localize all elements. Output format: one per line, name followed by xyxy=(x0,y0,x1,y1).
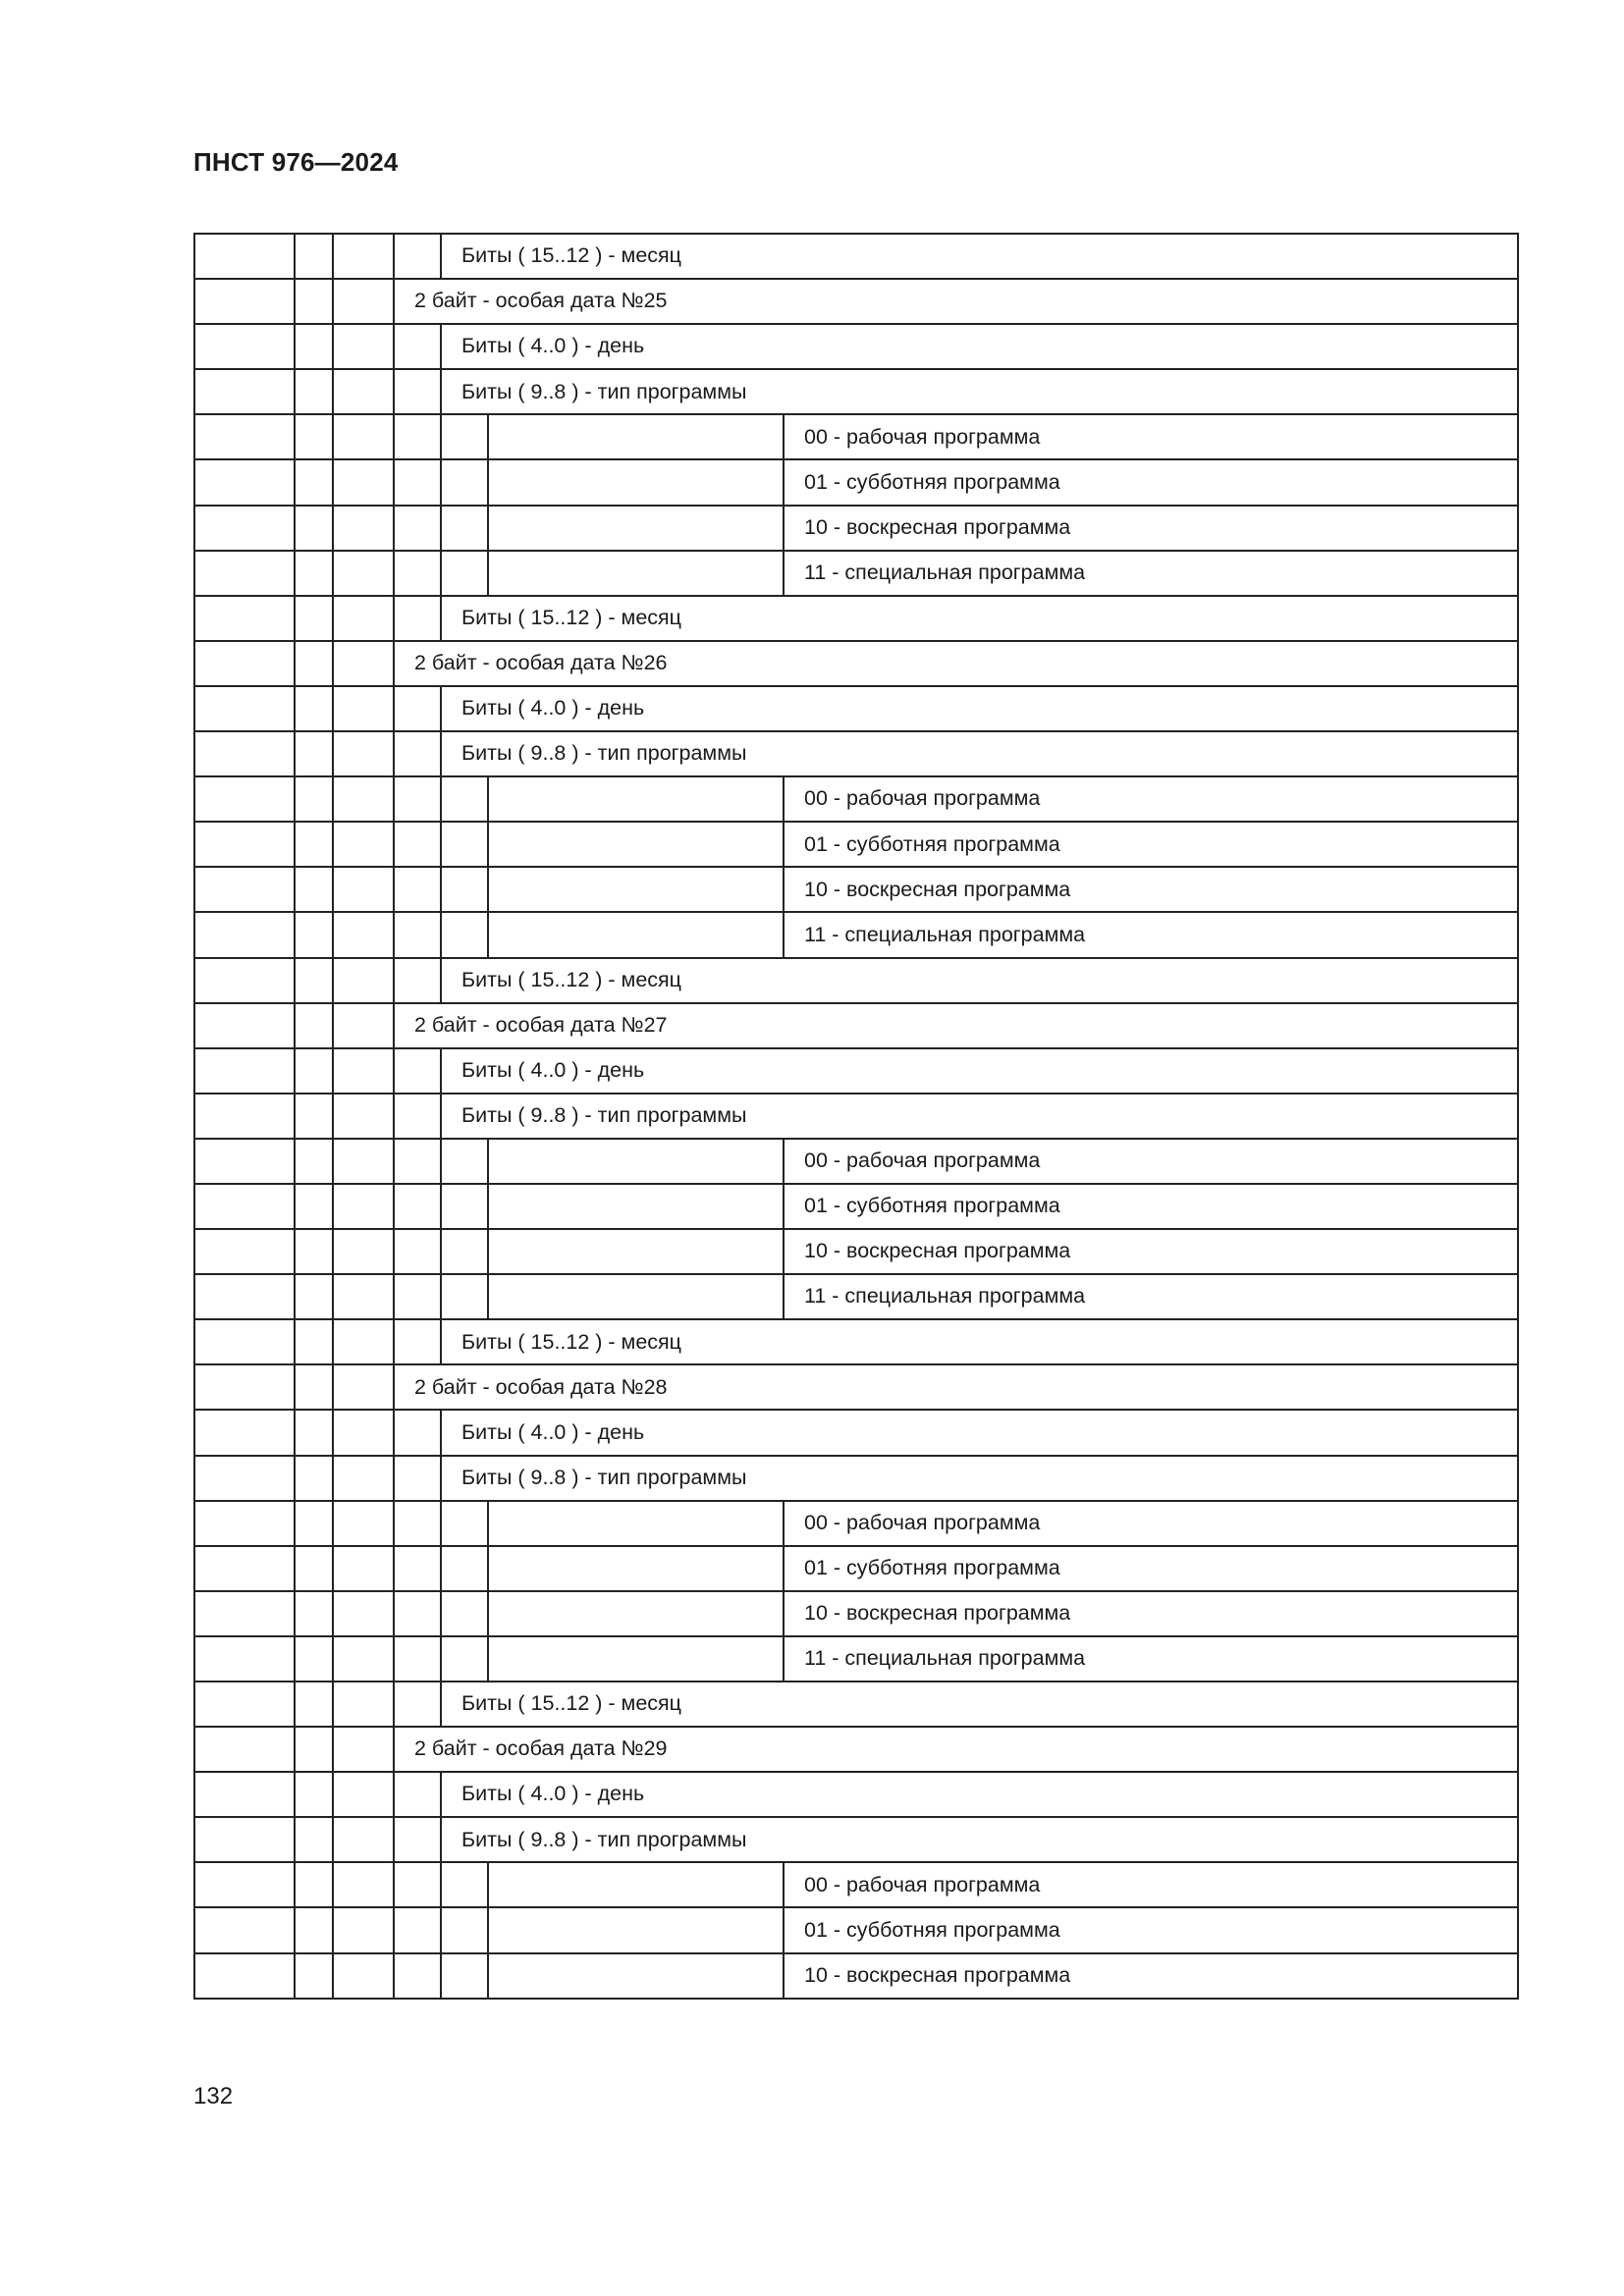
empty-cell xyxy=(488,1229,784,1274)
empty-cell xyxy=(295,1546,333,1591)
empty-cell xyxy=(333,912,394,957)
empty-cell xyxy=(333,1546,394,1591)
table-row xyxy=(194,1953,1518,1999)
byte-label-cell: 2 байт - особая дата №26 xyxy=(394,641,1518,686)
empty-cell xyxy=(394,1229,441,1274)
empty-cell xyxy=(333,1410,394,1455)
table-row xyxy=(194,551,1518,596)
empty-cell xyxy=(394,867,441,912)
empty-cell xyxy=(295,459,333,505)
empty-cell xyxy=(394,822,441,867)
empty-cell xyxy=(295,369,333,414)
empty-cell xyxy=(333,551,394,596)
empty-cell xyxy=(295,1772,333,1817)
empty-cell xyxy=(441,1636,488,1682)
table-row xyxy=(194,279,1518,324)
empty-cell xyxy=(194,1003,295,1048)
empty-cell xyxy=(333,731,394,776)
empty-cell xyxy=(295,867,333,912)
empty-cell xyxy=(441,551,488,596)
empty-cell xyxy=(333,1139,394,1184)
empty-cell xyxy=(295,1636,333,1682)
empty-cell xyxy=(194,551,295,596)
empty-cell xyxy=(295,1862,333,1907)
table-row xyxy=(194,414,1518,459)
table-row xyxy=(194,506,1518,551)
empty-cell xyxy=(394,1274,441,1319)
empty-cell xyxy=(194,867,295,912)
table-row xyxy=(194,958,1518,1003)
empty-cell xyxy=(333,1817,394,1862)
empty-cell xyxy=(441,912,488,957)
table-row xyxy=(194,1501,1518,1546)
empty-cell xyxy=(194,459,295,505)
table-row xyxy=(194,1636,1518,1682)
empty-cell xyxy=(488,1501,784,1546)
value-label-cell: 11 - специальная программа xyxy=(784,1274,1518,1319)
value-label-cell: 10 - воскресная программа xyxy=(784,506,1518,551)
empty-cell xyxy=(333,1907,394,1952)
empty-cell xyxy=(194,279,295,324)
empty-cell xyxy=(333,459,394,505)
empty-cell xyxy=(194,958,295,1003)
empty-cell xyxy=(394,1184,441,1229)
bits-label-cell: Биты ( 4..0 ) - день xyxy=(441,1772,1518,1817)
empty-cell xyxy=(333,1862,394,1907)
empty-cell xyxy=(295,1456,333,1501)
empty-cell xyxy=(194,641,295,686)
empty-cell xyxy=(394,1636,441,1682)
bits-label-cell: Биты ( 4..0 ) - день xyxy=(441,1048,1518,1094)
empty-cell xyxy=(394,1591,441,1636)
document-header: ПНСТ 976—2024 xyxy=(193,147,399,177)
empty-cell xyxy=(488,1636,784,1682)
empty-cell xyxy=(333,1048,394,1094)
empty-cell xyxy=(441,1501,488,1546)
empty-cell xyxy=(488,912,784,957)
table-row xyxy=(194,1094,1518,1139)
empty-cell xyxy=(441,1953,488,1999)
table-row xyxy=(194,1319,1518,1364)
empty-cell xyxy=(441,1274,488,1319)
empty-cell xyxy=(295,324,333,369)
empty-cell xyxy=(295,1319,333,1364)
empty-cell xyxy=(194,234,295,279)
empty-cell xyxy=(194,1048,295,1094)
table-row xyxy=(194,1772,1518,1817)
empty-cell xyxy=(295,958,333,1003)
empty-cell xyxy=(333,1319,394,1364)
empty-cell xyxy=(295,1048,333,1094)
empty-cell xyxy=(333,1229,394,1274)
empty-cell xyxy=(394,1139,441,1184)
bits-label-cell: Биты ( 9..8 ) - тип программы xyxy=(441,1094,1518,1139)
empty-cell xyxy=(333,1364,394,1410)
empty-cell xyxy=(394,551,441,596)
table-row xyxy=(194,1456,1518,1501)
empty-cell xyxy=(295,912,333,957)
empty-cell xyxy=(488,1184,784,1229)
empty-cell xyxy=(441,1546,488,1591)
empty-cell xyxy=(333,1094,394,1139)
empty-cell xyxy=(333,1274,394,1319)
empty-cell xyxy=(488,1862,784,1907)
table-row xyxy=(194,1907,1518,1952)
empty-cell xyxy=(441,1862,488,1907)
value-label-cell: 01 - субботняя программа xyxy=(784,1907,1518,1952)
empty-cell xyxy=(194,776,295,822)
empty-cell xyxy=(295,1953,333,1999)
empty-cell xyxy=(295,1184,333,1229)
value-label-cell: 01 - субботняя программа xyxy=(784,1546,1518,1591)
empty-cell xyxy=(441,1229,488,1274)
bits-label-cell: Биты ( 15..12 ) - месяц xyxy=(441,1682,1518,1727)
empty-cell xyxy=(333,1953,394,1999)
empty-cell xyxy=(488,1907,784,1952)
value-label-cell: 10 - воскресная программа xyxy=(784,1953,1518,1999)
empty-cell xyxy=(194,1907,295,1952)
bits-label-cell: Биты ( 9..8 ) - тип программы xyxy=(441,369,1518,414)
empty-cell xyxy=(333,867,394,912)
table-row xyxy=(194,641,1518,686)
bits-label-cell: Биты ( 15..12 ) - месяц xyxy=(441,1319,1518,1364)
table-row xyxy=(194,867,1518,912)
empty-cell xyxy=(194,369,295,414)
empty-cell xyxy=(394,1501,441,1546)
empty-cell xyxy=(441,1591,488,1636)
table-row xyxy=(194,912,1518,957)
empty-cell xyxy=(441,506,488,551)
table-row xyxy=(194,1229,1518,1274)
empty-cell xyxy=(488,1953,784,1999)
empty-cell xyxy=(333,1772,394,1817)
empty-cell xyxy=(333,369,394,414)
bit-structure-table xyxy=(193,233,1519,2000)
empty-cell xyxy=(488,822,784,867)
byte-label-cell: 2 байт - особая дата №27 xyxy=(394,1003,1518,1048)
empty-cell xyxy=(295,596,333,641)
empty-cell xyxy=(488,1591,784,1636)
byte-label-cell: 2 байт - особая дата №29 xyxy=(394,1727,1518,1772)
empty-cell xyxy=(394,234,441,279)
table-row xyxy=(194,1410,1518,1455)
empty-cell xyxy=(394,1772,441,1817)
empty-cell xyxy=(295,1591,333,1636)
value-label-cell: 01 - субботняя программа xyxy=(784,822,1518,867)
table-row xyxy=(194,1817,1518,1862)
table-row xyxy=(194,686,1518,731)
empty-cell xyxy=(295,1364,333,1410)
empty-cell xyxy=(194,1410,295,1455)
table-row xyxy=(194,1682,1518,1727)
empty-cell xyxy=(194,596,295,641)
empty-cell xyxy=(194,1636,295,1682)
empty-cell xyxy=(333,596,394,641)
value-label-cell: 11 - специальная программа xyxy=(784,912,1518,957)
empty-cell xyxy=(194,1817,295,1862)
empty-cell xyxy=(394,596,441,641)
empty-cell xyxy=(194,1591,295,1636)
empty-cell xyxy=(441,822,488,867)
byte-label-cell: 2 байт - особая дата №28 xyxy=(394,1364,1518,1410)
value-label-cell: 10 - воскресная программа xyxy=(784,867,1518,912)
bits-label-cell: Биты ( 9..8 ) - тип программы xyxy=(441,731,1518,776)
empty-cell xyxy=(333,506,394,551)
empty-cell xyxy=(194,1319,295,1364)
empty-cell xyxy=(194,1094,295,1139)
empty-cell xyxy=(394,506,441,551)
bits-label-cell: Биты ( 4..0 ) - день xyxy=(441,1410,1518,1455)
empty-cell xyxy=(394,1546,441,1591)
empty-cell xyxy=(333,822,394,867)
value-label-cell: 00 - рабочая программа xyxy=(784,776,1518,822)
empty-cell xyxy=(394,1319,441,1364)
empty-cell xyxy=(488,1274,784,1319)
empty-cell xyxy=(394,776,441,822)
empty-cell xyxy=(295,1139,333,1184)
value-label-cell: 00 - рабочая программа xyxy=(784,1862,1518,1907)
empty-cell xyxy=(441,1907,488,1952)
table-row xyxy=(194,1862,1518,1907)
empty-cell xyxy=(295,1410,333,1455)
empty-cell xyxy=(194,731,295,776)
empty-cell xyxy=(333,414,394,459)
empty-cell xyxy=(194,414,295,459)
empty-cell xyxy=(295,1229,333,1274)
empty-cell xyxy=(194,822,295,867)
empty-cell xyxy=(394,1817,441,1862)
bits-label-cell: Биты ( 9..8 ) - тип программы xyxy=(441,1817,1518,1862)
empty-cell xyxy=(394,369,441,414)
empty-cell xyxy=(295,686,333,731)
empty-cell xyxy=(394,912,441,957)
empty-cell xyxy=(441,1184,488,1229)
empty-cell xyxy=(295,1501,333,1546)
empty-cell xyxy=(333,1591,394,1636)
bits-label-cell: Биты ( 4..0 ) - день xyxy=(441,686,1518,731)
empty-cell xyxy=(441,867,488,912)
empty-cell xyxy=(194,506,295,551)
empty-cell xyxy=(333,958,394,1003)
table-row xyxy=(194,1591,1518,1636)
empty-cell xyxy=(333,1003,394,1048)
empty-cell xyxy=(394,1410,441,1455)
empty-cell xyxy=(194,1862,295,1907)
empty-cell xyxy=(333,1636,394,1682)
empty-cell xyxy=(194,686,295,731)
empty-cell xyxy=(394,1094,441,1139)
table-row xyxy=(194,234,1518,279)
empty-cell xyxy=(194,1139,295,1184)
empty-cell xyxy=(194,1229,295,1274)
empty-cell xyxy=(194,1546,295,1591)
empty-cell xyxy=(295,1727,333,1772)
table-row xyxy=(194,596,1518,641)
table-row xyxy=(194,1274,1518,1319)
empty-cell xyxy=(394,324,441,369)
table-row xyxy=(194,324,1518,369)
empty-cell xyxy=(441,459,488,505)
bits-label-cell: Биты ( 4..0 ) - день xyxy=(441,324,1518,369)
empty-cell xyxy=(295,1094,333,1139)
empty-cell xyxy=(194,1184,295,1229)
empty-cell xyxy=(333,1184,394,1229)
empty-cell xyxy=(295,414,333,459)
table-row xyxy=(194,731,1518,776)
empty-cell xyxy=(394,459,441,505)
table-row xyxy=(194,1139,1518,1184)
empty-cell xyxy=(295,1682,333,1727)
bits-label-cell: Биты ( 15..12 ) - месяц xyxy=(441,958,1518,1003)
empty-cell xyxy=(295,234,333,279)
empty-cell xyxy=(333,686,394,731)
value-label-cell: 01 - субботняя программа xyxy=(784,459,1518,505)
empty-cell xyxy=(394,1048,441,1094)
empty-cell xyxy=(488,867,784,912)
empty-cell xyxy=(394,1862,441,1907)
value-label-cell: 10 - воскресная программа xyxy=(784,1591,1518,1636)
bits-label-cell: Биты ( 9..8 ) - тип программы xyxy=(441,1456,1518,1501)
empty-cell xyxy=(194,1501,295,1546)
empty-cell xyxy=(394,1953,441,1999)
empty-cell xyxy=(333,1682,394,1727)
table-row xyxy=(194,459,1518,505)
empty-cell xyxy=(194,1682,295,1727)
empty-cell xyxy=(441,1139,488,1184)
empty-cell xyxy=(488,551,784,596)
value-label-cell: 00 - рабочая программа xyxy=(784,414,1518,459)
empty-cell xyxy=(295,1907,333,1952)
empty-cell xyxy=(295,1817,333,1862)
table-row xyxy=(194,1184,1518,1229)
empty-cell xyxy=(441,776,488,822)
empty-cell xyxy=(333,776,394,822)
empty-cell xyxy=(394,1907,441,1952)
table-row xyxy=(194,1003,1518,1048)
empty-cell xyxy=(394,731,441,776)
empty-cell xyxy=(295,641,333,686)
byte-label-cell: 2 байт - особая дата №25 xyxy=(394,279,1518,324)
empty-cell xyxy=(394,958,441,1003)
empty-cell xyxy=(394,686,441,731)
empty-cell xyxy=(295,731,333,776)
table-row xyxy=(194,1364,1518,1410)
empty-cell xyxy=(333,279,394,324)
empty-cell xyxy=(488,776,784,822)
empty-cell xyxy=(488,459,784,505)
empty-cell xyxy=(295,551,333,596)
table-row xyxy=(194,822,1518,867)
value-label-cell: 00 - рабочая программа xyxy=(784,1139,1518,1184)
value-label-cell: 10 - воскресная программа xyxy=(784,1229,1518,1274)
empty-cell xyxy=(488,414,784,459)
empty-cell xyxy=(194,912,295,957)
empty-cell xyxy=(194,1456,295,1501)
table-row xyxy=(194,1048,1518,1094)
value-label-cell: 11 - специальная программа xyxy=(784,1636,1518,1682)
table-row xyxy=(194,369,1518,414)
table-row xyxy=(194,1546,1518,1591)
empty-cell xyxy=(333,641,394,686)
bits-label-cell: Биты ( 15..12 ) - месяц xyxy=(441,596,1518,641)
empty-cell xyxy=(194,1364,295,1410)
table-body xyxy=(194,234,1518,1999)
value-label-cell: 00 - рабочая программа xyxy=(784,1501,1518,1546)
bits-label-cell: Биты ( 15..12 ) - месяц xyxy=(441,234,1518,279)
empty-cell xyxy=(488,506,784,551)
value-label-cell: 01 - субботняя программа xyxy=(784,1184,1518,1229)
table-row xyxy=(194,776,1518,822)
table-row xyxy=(194,1727,1518,1772)
empty-cell xyxy=(194,1953,295,1999)
empty-cell xyxy=(394,1456,441,1501)
empty-cell xyxy=(194,1274,295,1319)
empty-cell xyxy=(333,324,394,369)
empty-cell xyxy=(333,234,394,279)
page-number: 132 xyxy=(193,2083,234,2109)
empty-cell xyxy=(295,1274,333,1319)
empty-cell xyxy=(295,279,333,324)
empty-cell xyxy=(394,414,441,459)
empty-cell xyxy=(295,1003,333,1048)
empty-cell xyxy=(441,414,488,459)
empty-cell xyxy=(295,506,333,551)
empty-cell xyxy=(488,1139,784,1184)
empty-cell xyxy=(333,1727,394,1772)
empty-cell xyxy=(394,1682,441,1727)
empty-cell xyxy=(488,1546,784,1591)
empty-cell xyxy=(295,776,333,822)
empty-cell xyxy=(194,1772,295,1817)
empty-cell xyxy=(194,324,295,369)
empty-cell xyxy=(333,1456,394,1501)
value-label-cell: 11 - специальная программа xyxy=(784,551,1518,596)
empty-cell xyxy=(194,1727,295,1772)
empty-cell xyxy=(295,822,333,867)
empty-cell xyxy=(333,1501,394,1546)
